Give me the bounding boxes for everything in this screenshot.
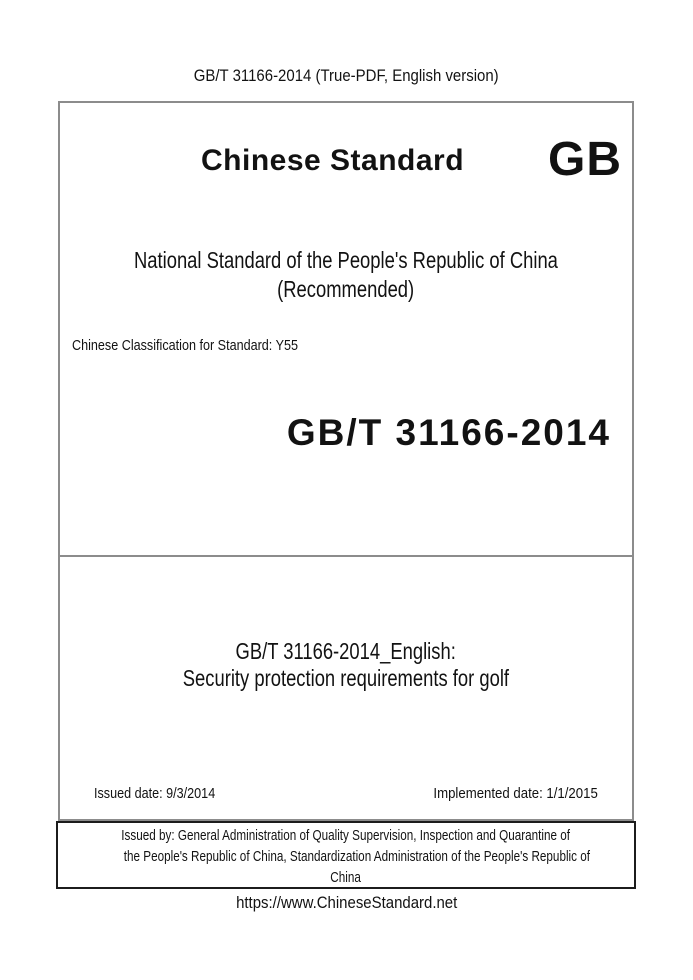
english-title-line1: GB/T 31166-2014_English: bbox=[235, 638, 457, 664]
gb-logo: GB bbox=[548, 133, 622, 186]
page-header bbox=[0, 66, 693, 86]
issued-date: Issued date: 9/3/2014 bbox=[94, 785, 216, 802]
implemented-date: Implemented date: 1/1/2015 bbox=[433, 785, 598, 802]
issuer-line-2: the People's Republic of China, Standardization Administration of the People's Republic of bbox=[123, 848, 591, 865]
issuer-box bbox=[56, 821, 636, 889]
standard-number: GB/T 31166-2014 bbox=[286, 412, 611, 453]
classification-line: Chinese Classification for Standard: Y55 bbox=[72, 337, 298, 354]
page-header-text: GB/T 31166-2014 (True-PDF, English version) bbox=[194, 66, 499, 85]
footer-link-row bbox=[0, 893, 693, 913]
recommended-line: (Recommended) bbox=[277, 276, 415, 302]
issuer-line-1: Issued by: General Administration of Quality Supervision, Inspection and Quarantine of bbox=[121, 827, 571, 844]
section-divider bbox=[60, 555, 632, 557]
english-title-line2: Security protection requirements for golf bbox=[182, 665, 510, 691]
brand-title: Chinese Standard bbox=[201, 144, 465, 177]
issuer-line-3: China bbox=[330, 869, 362, 886]
national-standard-line: National Standard of the People's Republic of China bbox=[134, 247, 558, 273]
cover-box bbox=[58, 101, 634, 821]
dates-row bbox=[94, 786, 598, 801]
website-link[interactable]: https://www.ChineseStandard.net bbox=[235, 893, 458, 912]
